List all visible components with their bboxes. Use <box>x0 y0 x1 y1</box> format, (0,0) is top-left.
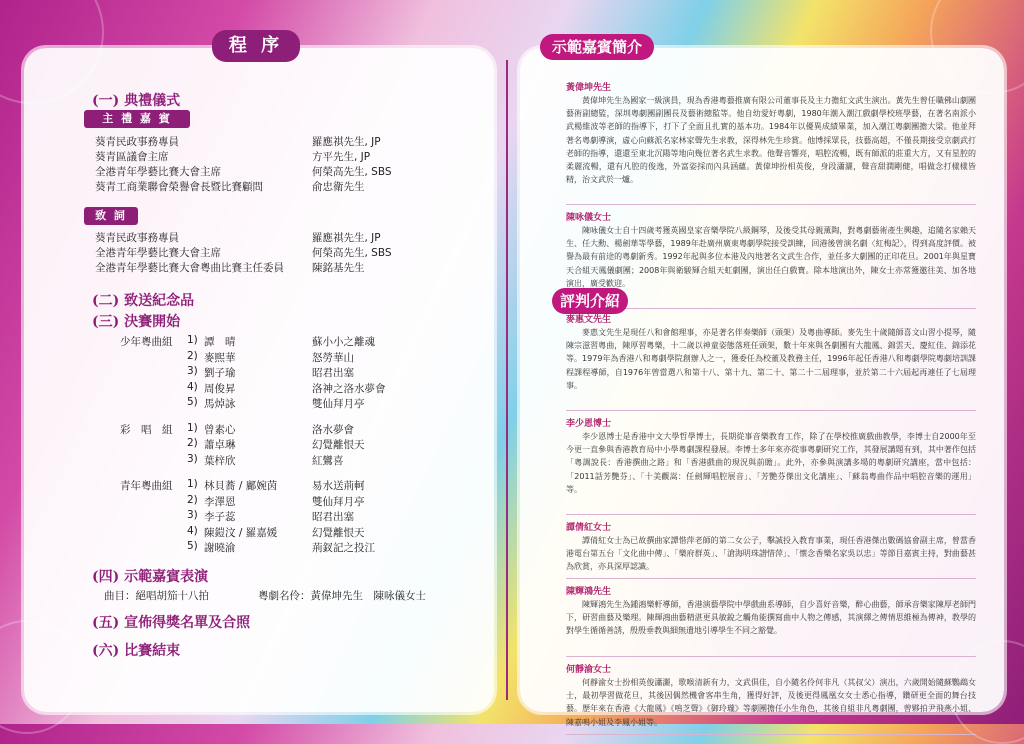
person-name: 羅應祺先生, JP <box>312 232 381 244</box>
contestant-number: 1) <box>187 478 198 490</box>
section-final: (三) 決賽開始 <box>92 314 181 330</box>
contestant-number: 1) <box>187 421 198 434</box>
contestant-number: 3) <box>187 365 198 377</box>
guests-pill: 主 禮 嘉 賓 <box>84 110 190 128</box>
bio-text: 譚倩紅女士為已故撰曲家譚惜萍老師的第二女公子，擊誠投入教育事業，現任香港傑出數碼協會副主席，曾當香港電台第五台「文化曲中傳」、「樂府群英」、「滄海明珠譜惜萍」、「懷念香樂名家吳以忠」等節目嘉賓主持，對曲藝甚為欣賞，亦具深厚認識。 <box>566 536 976 572</box>
contestant-name: 蕭卓琳 <box>204 439 236 451</box>
song-title: 洛神之洛水夢會 <box>312 382 386 395</box>
song-title: 蘇小小之離魂 <box>312 336 375 348</box>
judges-tab: 評判介紹 <box>552 288 628 314</box>
group-label: 少年粵曲組 <box>120 336 173 348</box>
contestant-name: 譚 晴 <box>204 336 236 348</box>
bio-name: 麥惠文先生 <box>566 315 612 325</box>
contestant-name: 麥熙華 <box>204 351 236 364</box>
bio-name: 譚倩紅女士 <box>566 523 612 533</box>
program-tab: 程 序 <box>212 30 300 62</box>
contestant-number: 4) <box>187 380 198 393</box>
contestant-name: 周俊昇 <box>204 382 236 395</box>
bio-name: 何靜渝女士 <box>566 665 612 675</box>
bio-text: 陳輝鴻先生為鍾鴻樂軒導師，香港演藝學院中學戲曲系導師，自少喜好音樂，醉心曲藝，師承音樂家陳厚老師門下，研習曲藝及樂理。陳輝鴻曲藝精湛更具敏銳之觸角能撰寫曲中人物之傳感，其演繹之傳情思維極為傳神，教學的對學生循循善誘，殷殷垂教與細無遺地引導學生不同之豁覺。 <box>566 600 976 636</box>
contestant-number: 5) <box>187 540 198 552</box>
person-name: 何榮高先生, SBS <box>312 247 392 259</box>
bio-text: 麥惠文先生是現任八和會館理事，亦是著名伴奏樂師（頭架）及粵曲導師。麥先生十歲隨師喜文山習小提琴，隨陳宗滋習粵曲，陳厚習粵樂，十二歲以神童姿態落班任頭架，數十年來與各劇團有大龍鳳、錦雲天、慶紅佳、錦添花等。1979年為香港八和粵劇學院創辦人之一，獲委任為校董及教務主任，1996年起任香港八和粵劇學院粵劇培訓課程課程導師，自1976年曾當選八和第十八、第十九、第二十、第二十二屆理事，並於第二十六屆起再連任了七屆理事。 <box>566 328 976 390</box>
section-awards: (五) 宣佈得獎名單及合照 <box>92 615 251 631</box>
song-title: 怒勞華山 <box>312 351 354 364</box>
contestant-name: 曾素心 <box>204 423 236 436</box>
role-label: 全港青年學藝比賽大會粵曲比賽主任委員 <box>95 262 284 274</box>
section-end: (六) 比賽結束 <box>92 643 181 659</box>
role-label: 葵青區議會主席 <box>95 151 169 163</box>
bio-text: 陳咏儀女士自十四歲考獲英國皇家音樂學院八級鋼琴，及後受其母親薰陶，對粵劇藝術產生興趣，追隨名家賴天生、任大勳、楊劍華等學藝，1989年赴廣州廣東粵劇學院接受訓練，回港後曾演名劇〈紅梅記〉，得到高度評價。被譽為最有前途的粵劇新秀。1992年起與多位本港及內地著名文武生合作，並任多大劇團的正印花旦。2001年與星寶天合組天鳳儀劇團；2008年與衛駿輝合組天虹劇團，演出任白戲寶。除本地演出外，陳女士亦常獲邀往美、加各地演出，廣受歡迎。 <box>566 226 976 288</box>
person-name: 方平先生, JP <box>312 151 371 163</box>
contestant-number: 5) <box>187 396 198 408</box>
person-name: 俞忠衛先生 <box>312 181 365 193</box>
divider <box>566 656 976 657</box>
person-name: 羅應祺先生, JP <box>312 136 381 148</box>
bio-name: 陳輝鴻先生 <box>566 587 612 597</box>
bio-name: 黃偉坤先生 <box>566 83 612 93</box>
divider <box>566 410 976 411</box>
divider <box>566 308 976 309</box>
song-title: 荊釵記之投江 <box>312 542 375 554</box>
contestant-number: 2) <box>187 437 198 449</box>
center-divider <box>506 60 508 700</box>
divider <box>566 578 976 579</box>
role-label: 葵青民政事務專員 <box>95 232 179 244</box>
bio-name: 陳咏儀女士 <box>566 213 612 223</box>
section-ceremony: (一) 典禮儀式 <box>92 93 181 109</box>
group-label: 彩 唱 組 <box>120 423 173 436</box>
contestant-number: 2) <box>187 493 198 506</box>
speech-pill: 致 詞 <box>84 207 138 225</box>
contestant-name: 劉子瑜 <box>204 367 236 379</box>
person-name: 陳銘基先生 <box>312 262 365 274</box>
contestant-name: 李澤恩 <box>204 495 236 508</box>
section-demo: (四) 示範嘉賓表演 <box>92 569 209 585</box>
role-label: 全港青年學藝比賽大會主席 <box>95 166 221 178</box>
song-title: 雙仙拜月亭 <box>312 495 365 508</box>
bio-text: 何靜渝女士扮相英俊瀟灑，歌喉清新有力，文武俱佳，自小隨名伶何非凡（其叔父）演出，六歲開始隨蘇鸚鵡女士，最初學習做花旦，其後因偶然機會客串生角，獲得好評，及後更得鳳凰女女士悉心指導，鑽研更全面的舞台技藝。歷年來在香港《大龍鳳》《鳴芝聲》《御玲瓏》等劇團擔任小生角色，其後自組非凡粵劇團，曾夥拍尹飛燕小姐、陳嘉鳴小姐及李鳳小姐等。 <box>566 678 976 727</box>
contestant-number: 1) <box>187 334 198 346</box>
divider <box>566 734 976 735</box>
bio-name: 李少恩博士 <box>566 419 612 429</box>
contestant-name: 謝曉渝 <box>204 542 236 554</box>
song-title: 幻覺離恨天 <box>312 526 365 539</box>
contestant-number: 2) <box>187 349 198 362</box>
song-title: 紅鸞喜 <box>312 454 344 467</box>
bio-text: 黃偉坤先生為國家一級演員，現為香港粵藝推廣有限公司董事長及主力擔紅文武生演出。黃先生曾任職佛山劇團藝術副總監，深圳粵劇團副團長及藝術總監等。他自幼愛好粵劇，1980年潮入潮江戲劇學校班學藝，在著名南派小武楊維波等老師的指導下，打下了全面且扎實的基本功。1984年以優異成績畢業，加入潮江粵劇團擔大梁。他並拜著名粵劇導演，虛心向蘇派名家林家聲先生求教，深得林先生珍賞。他博採眾長，技藝高超，不僅長期接受京劇武打老師的指導，還還至東北沉陽等地向幾位著名武生求教。他聲音響亮，唱腔流暢，既有師派的莊重大方，又有星腔的柔麗流暢，還有凡腔的俊逸，外富姿採而內具涵蘊。黃偉坤扮相英俊，身段瀟灑，聲音甜潤剛健，唱做念打樣樣皆精，治文武於一爐。 <box>566 96 976 185</box>
contestant-number: 4) <box>187 524 198 537</box>
song-title: 幻覺離恨天 <box>312 439 365 451</box>
contestant-name: 李子蕊 <box>204 511 236 523</box>
contestant-name: 馬焯詠 <box>204 398 236 410</box>
song-title: 洛水夢會 <box>312 423 354 436</box>
section-souvenir: (二) 致送紀念品 <box>92 293 195 309</box>
contestant-name: 葉梓欣 <box>204 454 236 467</box>
song-title: 雙仙拜月亭 <box>312 398 365 410</box>
bio-text: 李少恩博士是香港中文大學哲學博士，長期從事音樂教育工作，除了在學校推廣戲曲教學，李博士自2000年至今更一直參與香港教育局中小學粵劇課程發展。李博士多年來亦從事粵劇研究工作，其發展講題有到，其中著作包括「粵調說長：香港撰曲之路」和「香港戲曲的現況與前瞻」。此外，亦參與演講多場的粵劇研究講座，當中包括：「2011話芳艷芬」、「十美觀嵩：任劍輝唱腔展音」、「芳艷芬傑出文化講座」、「蘇翁粵曲作品中唱腔音樂的運用」等。 <box>566 432 976 494</box>
song-title: 易水送荊軻 <box>312 480 365 492</box>
demo-artists: 粵劇名伶：黃偉坤先生 陳咏儀女士 <box>258 590 426 602</box>
role-label: 葵青民政事務專員 <box>95 136 179 148</box>
demo-song: 曲目：絕唱胡笳十八拍 <box>104 590 209 602</box>
divider <box>566 204 976 205</box>
song-title: 昭君出塞 <box>312 511 354 523</box>
demo-guests-tab: 示範嘉賓簡介 <box>540 34 654 60</box>
contestant-name: 林貝蕎 / 鄺婉茵 <box>204 480 278 492</box>
role-label: 全港青年學藝比賽大會主席 <box>95 247 221 259</box>
song-title: 昭君出塞 <box>312 367 354 379</box>
contestant-number: 3) <box>187 509 198 521</box>
role-label: 葵青工商業聯會榮譽會長暨比賽顧問 <box>95 181 263 193</box>
divider <box>566 514 976 515</box>
group-label: 青年粵曲組 <box>120 480 173 492</box>
contestant-number: 3) <box>187 452 198 465</box>
contestant-name: 陳鎧汶 / 羅嘉媛 <box>204 526 278 539</box>
person-name: 何榮高先生, SBS <box>312 166 392 178</box>
